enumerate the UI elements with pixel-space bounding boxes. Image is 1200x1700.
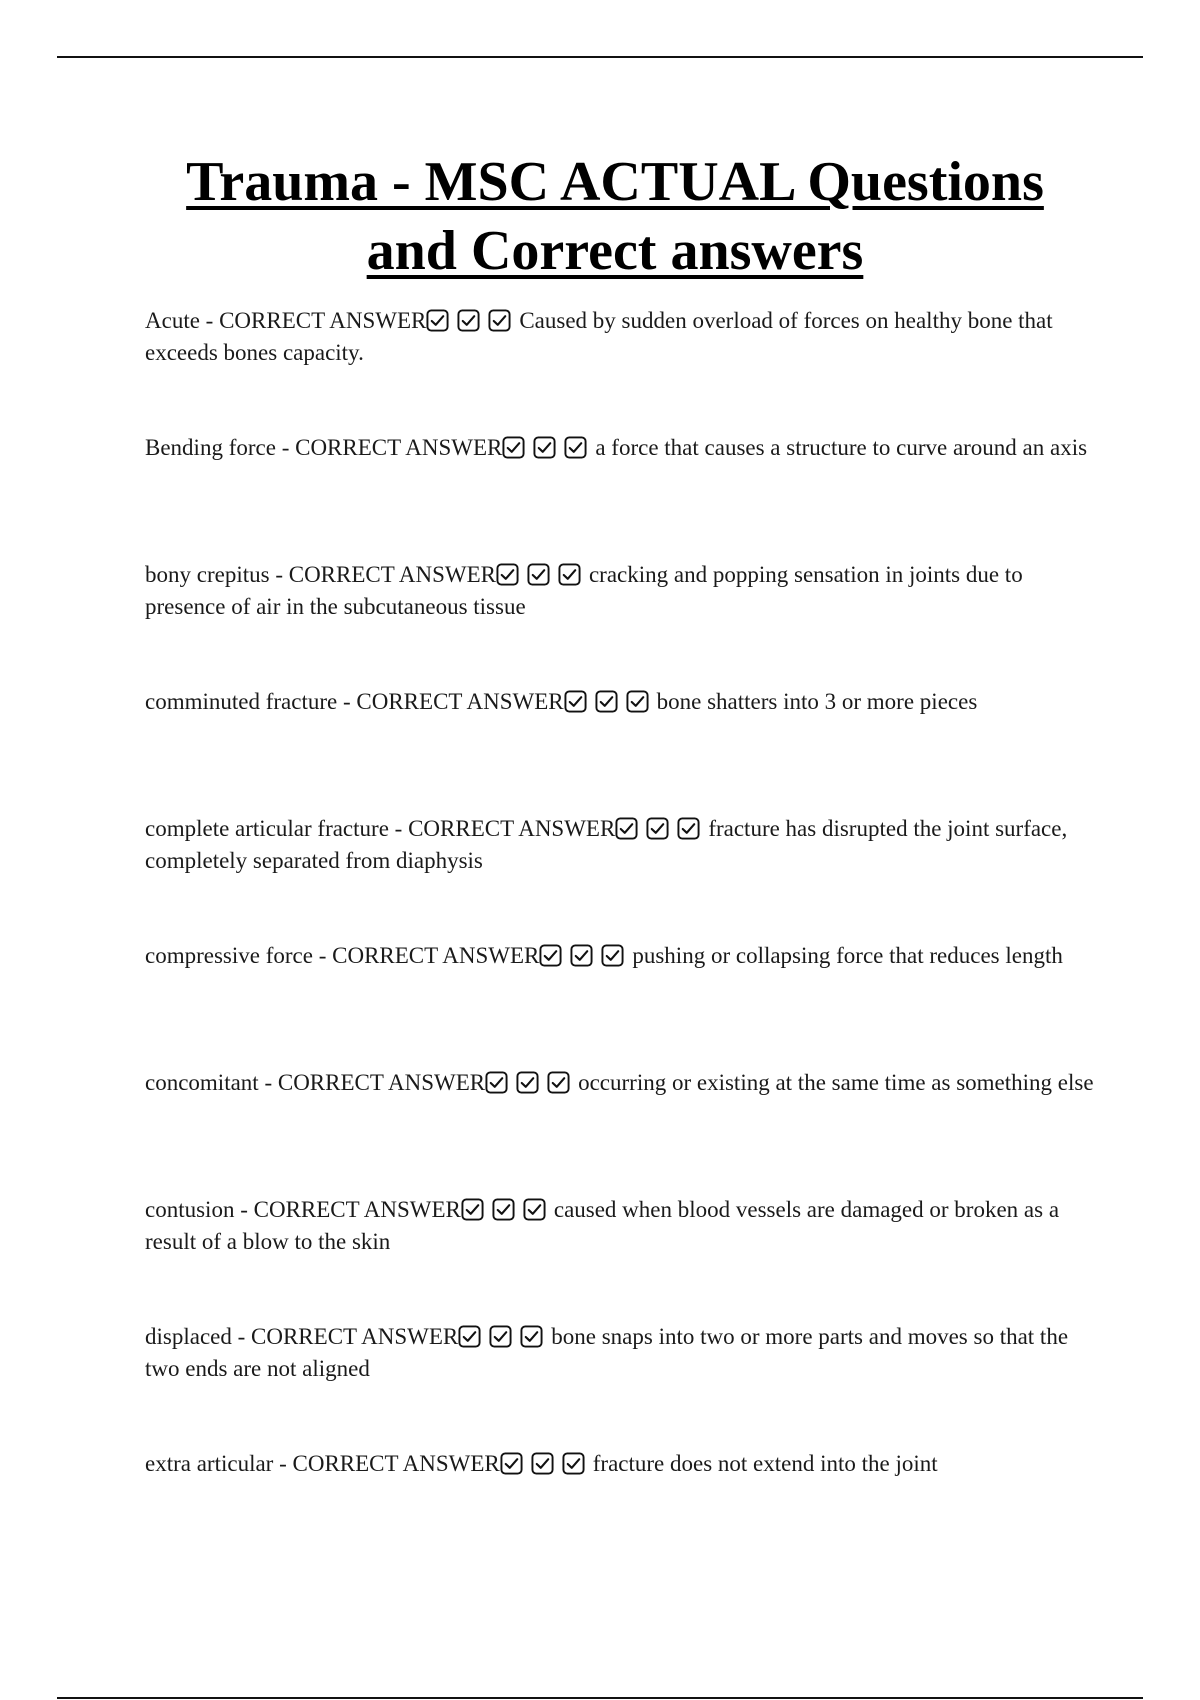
checkbox-checked-icon <box>533 436 556 459</box>
qa-term: concomitant <box>145 1070 259 1095</box>
top-rule <box>57 56 1143 58</box>
qa-item <box>145 1067 1095 1099</box>
correct-answer-marker: - CORRECT ANSWER <box>258 1070 486 1095</box>
qa-term: complete articular fracture <box>145 816 389 841</box>
qa-item <box>145 940 1095 972</box>
correct-answer-marker: - CORRECT ANSWER <box>337 689 564 714</box>
correct-answer-marker: - CORRECT ANSWER <box>234 1197 461 1222</box>
qa-term: Bending force <box>145 435 276 460</box>
checkbox-checked-icon <box>500 1452 523 1475</box>
checkbox-checked-icon <box>564 436 587 459</box>
title-line-1: Trauma - MSC ACTUAL Questions <box>186 151 1044 213</box>
checkbox-checked-icon <box>485 1071 508 1094</box>
correct-answer-marker: - CORRECT ANSWER <box>231 1324 459 1349</box>
correct-answer-marker: - CORRECT ANSWER <box>312 943 540 968</box>
qa-item <box>145 813 1095 877</box>
checkbox-checked-icon <box>523 1198 546 1221</box>
qa-term: Acute <box>145 308 200 333</box>
qa-answer: bone snaps into two or more parts and moves so that the two ends are not aligned <box>145 1324 1069 1381</box>
checkbox-checked-icon <box>531 1452 554 1475</box>
qa-answer: occurring or existing at the same time as something else <box>578 1070 1094 1095</box>
qa-answer: fracture does not extend into the joint <box>592 1451 938 1476</box>
checkbox-checked-icon <box>539 944 562 967</box>
qa-item <box>145 1194 1095 1258</box>
qa-answer: a force that causes a structure to curve around an axis <box>595 435 1088 460</box>
checkbox-checked-icon <box>626 690 649 713</box>
checkbox-checked-icon <box>562 1452 585 1475</box>
checkbox-checked-icon <box>527 563 550 586</box>
checkbox-checked-icon <box>520 1325 543 1348</box>
checkbox-checked-icon <box>570 944 593 967</box>
page-title <box>120 148 1110 286</box>
checkbox-checked-icon <box>489 1325 512 1348</box>
qa-item <box>145 686 1095 718</box>
checkbox-checked-icon <box>461 1198 484 1221</box>
qa-answer: pushing or collapsing force that reduces length <box>632 943 1063 968</box>
checkbox-checked-icon <box>488 309 511 332</box>
qa-term: compressive force <box>145 943 313 968</box>
checkbox-checked-icon <box>458 1325 481 1348</box>
qa-answer: Caused by sudden overload of forces on healthy bone that exceeds bones capacity. <box>145 308 1053 365</box>
checkbox-checked-icon <box>615 817 638 840</box>
correct-answer-marker: - CORRECT ANSWER <box>273 1451 500 1476</box>
qa-list <box>145 305 1095 1480</box>
checkbox-checked-icon <box>426 309 449 332</box>
correct-answer-marker: - CORRECT ANSWER <box>388 816 616 841</box>
qa-item <box>145 559 1095 623</box>
qa-answer: cracking and popping sensation in joints due to presence of air in the subcutaneous tissue <box>145 562 1023 619</box>
checkbox-checked-icon <box>601 944 624 967</box>
bottom-rule <box>57 1697 1143 1699</box>
correct-answer-marker: - CORRECT ANSWER <box>269 562 496 587</box>
qa-term: contusion <box>145 1197 235 1222</box>
qa-term: comminuted fracture <box>145 689 338 714</box>
qa-answer: bone shatters into 3 or more pieces <box>656 689 978 714</box>
title-line-2: and Correct answers <box>366 220 864 282</box>
checkbox-checked-icon <box>457 309 480 332</box>
checkbox-checked-icon <box>516 1071 539 1094</box>
qa-item <box>145 305 1095 369</box>
qa-item <box>145 1448 1095 1480</box>
qa-term: displaced <box>145 1324 232 1349</box>
correct-answer-marker: - CORRECT ANSWER <box>275 435 503 460</box>
qa-item <box>145 1321 1095 1385</box>
qa-answer: fracture has disrupted the joint surface, completely separated from diaphysis <box>145 816 1068 873</box>
qa-answer: caused when blood vessels are damaged or broken as a result of a blow to the skin <box>145 1197 1060 1254</box>
checkbox-checked-icon <box>677 817 700 840</box>
checkbox-checked-icon <box>558 563 581 586</box>
qa-item <box>145 432 1095 464</box>
checkbox-checked-icon <box>547 1071 570 1094</box>
qa-term: bony crepitus <box>145 562 270 587</box>
checkbox-checked-icon <box>492 1198 515 1221</box>
checkbox-checked-icon <box>646 817 669 840</box>
correct-answer-marker: - CORRECT ANSWER <box>199 308 427 333</box>
qa-term: extra articular <box>145 1451 274 1476</box>
checkbox-checked-icon <box>595 690 618 713</box>
checkbox-checked-icon <box>496 563 519 586</box>
checkbox-checked-icon <box>502 436 525 459</box>
checkbox-checked-icon <box>564 690 587 713</box>
